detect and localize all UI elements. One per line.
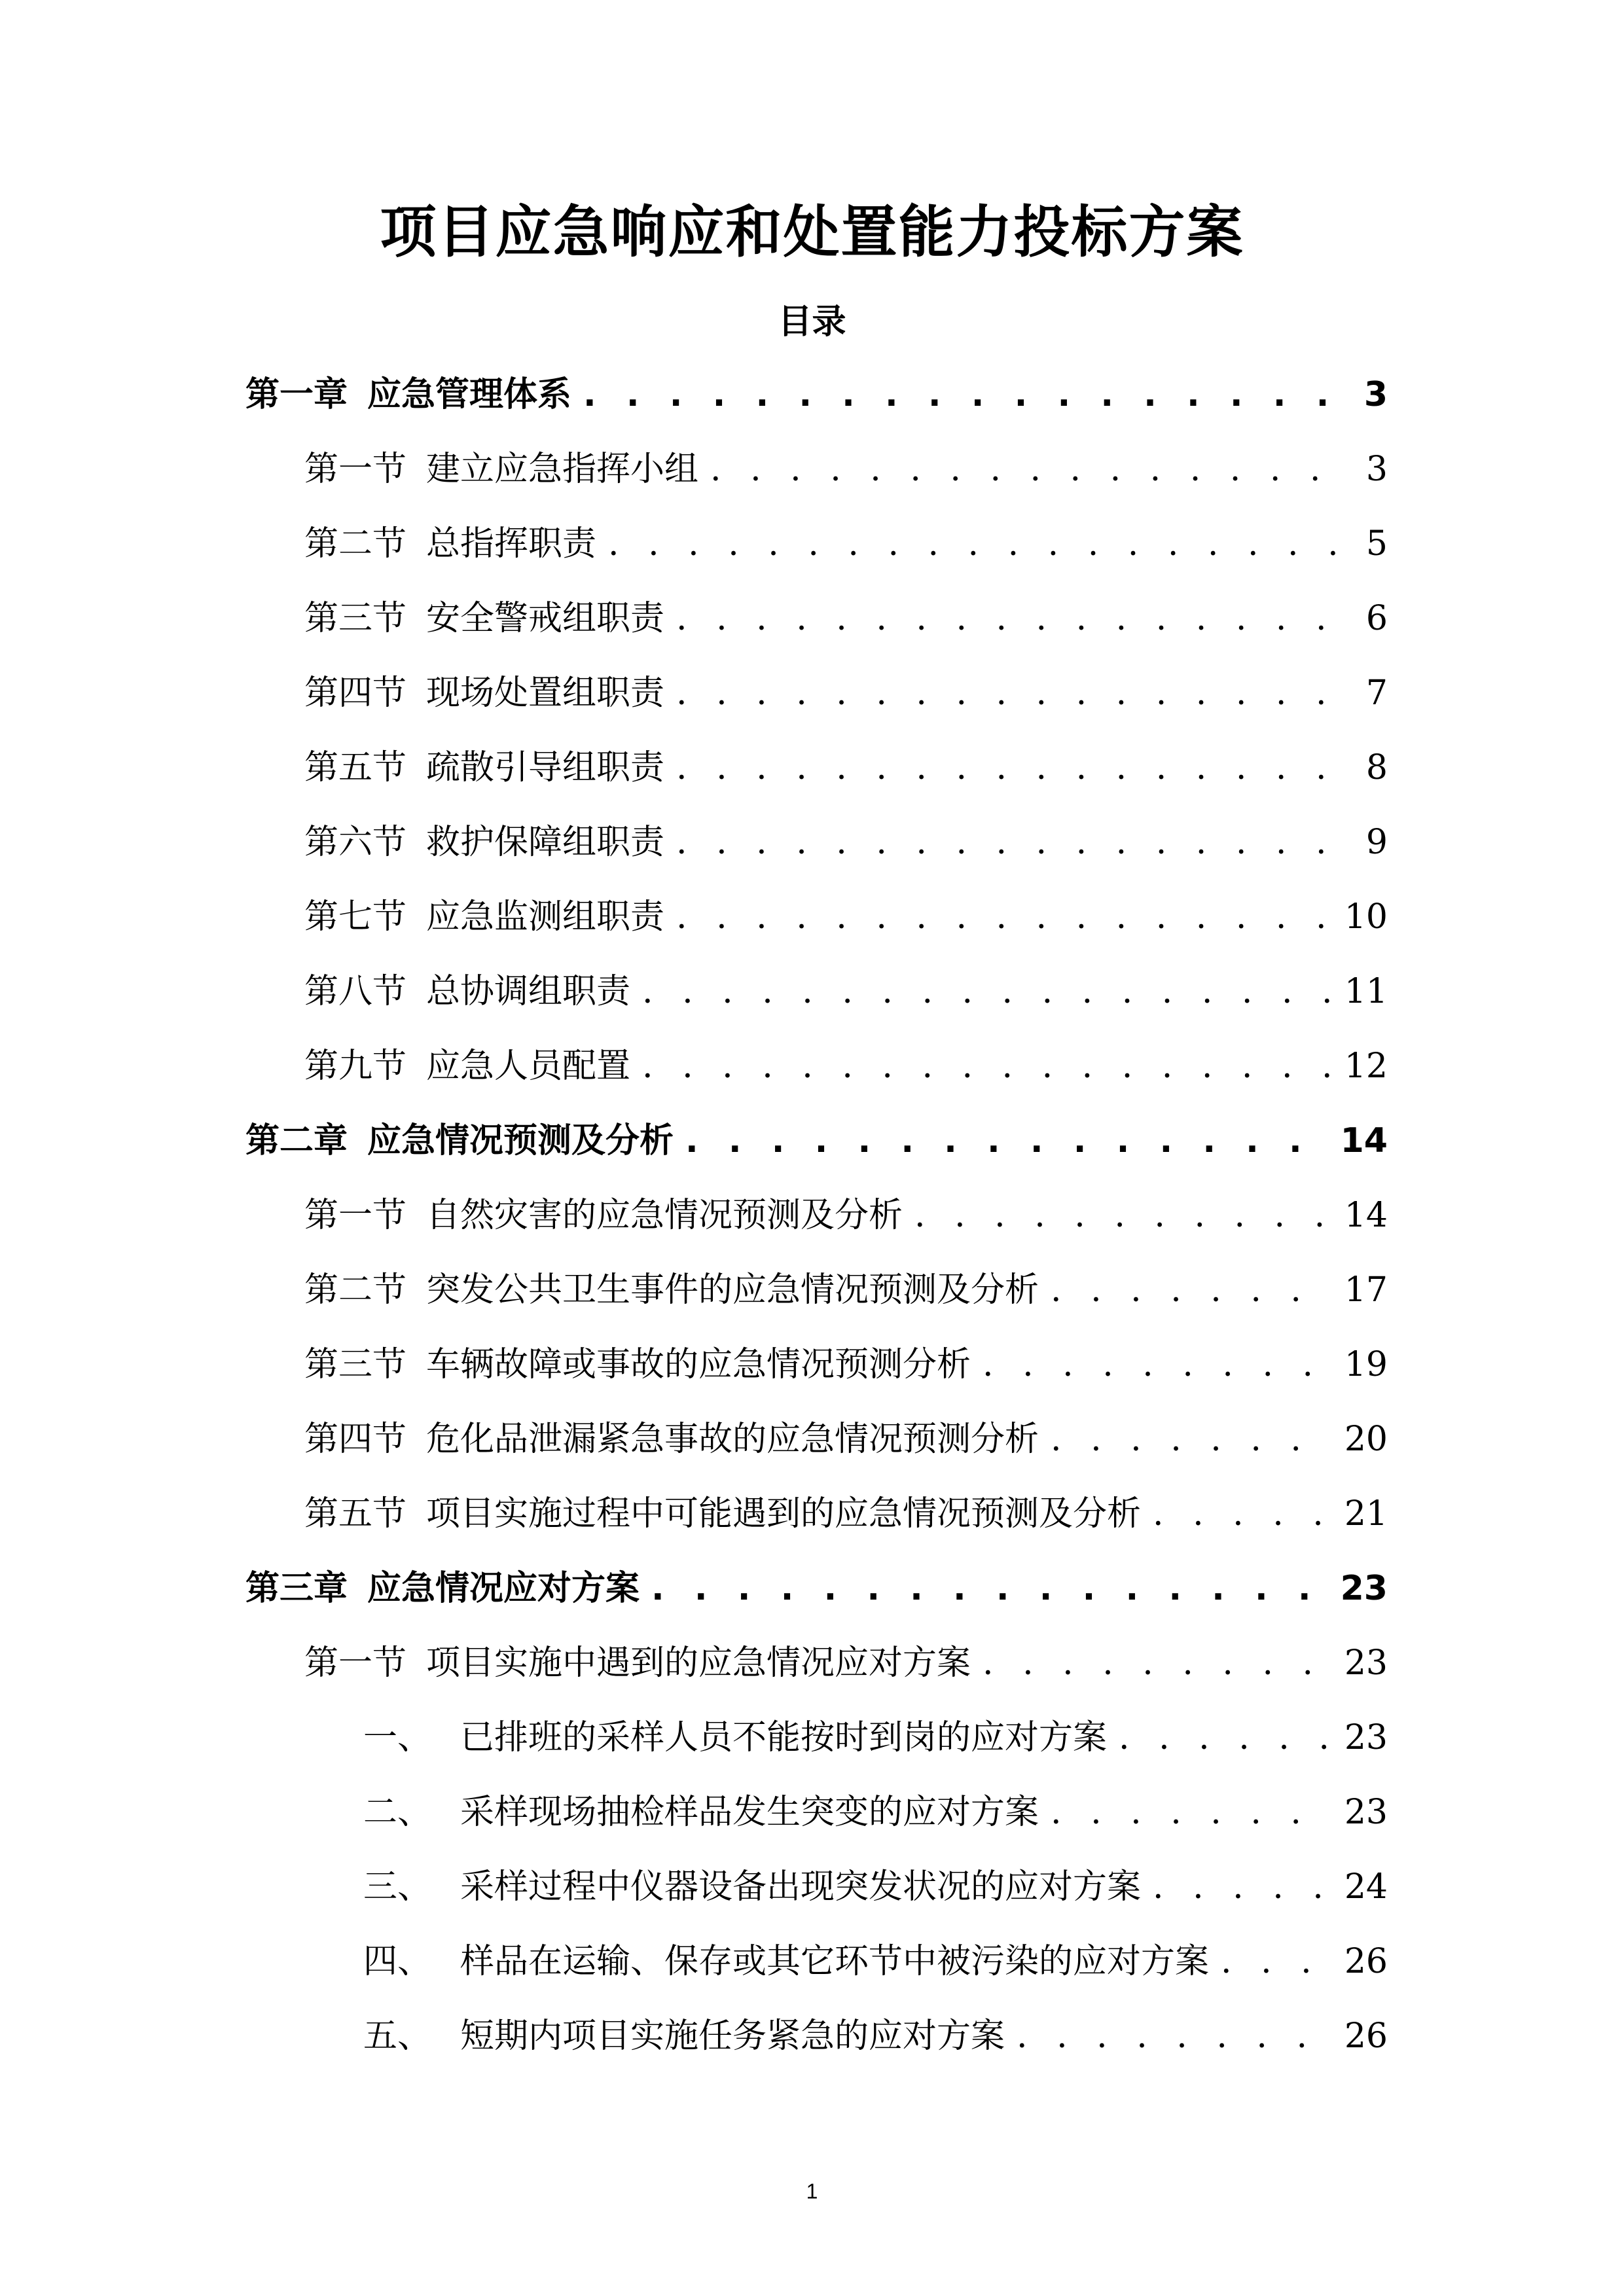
toc-entry-page: 11 — [1344, 972, 1388, 1011]
toc-entry-chapter[interactable] — [245, 365, 1388, 440]
toc-entry-label — [304, 1484, 1141, 1543]
toc-entry-section[interactable] — [245, 664, 1388, 738]
toc-entry-text: 现场处置组职责 — [426, 673, 665, 713]
toc-entry-number: 第二节 — [304, 524, 407, 564]
page-number: 1 — [806, 2179, 818, 2203]
toc-leader-dots — [642, 962, 1333, 1021]
toc-leader-dots — [1017, 2007, 1333, 2066]
toc-entry-text: 建立应急指挥小组 — [426, 450, 699, 489]
toc-entry-label — [304, 1186, 903, 1245]
toc-entry-label — [304, 738, 664, 797]
toc-entry-section[interactable] — [245, 813, 1388, 888]
toc-heading: 目录 — [778, 302, 846, 342]
toc-leader-dots — [583, 365, 1337, 424]
toc-entry-page: 5 — [1365, 524, 1388, 564]
toc-entry-text: 应急监测组职责 — [426, 897, 665, 937]
toc-entry-label — [363, 2007, 1005, 2066]
toc-leader-dots — [676, 738, 1337, 797]
toc-entry-number: 第九节 — [304, 1047, 407, 1086]
toc-entry-text: 应急管理体系 — [367, 375, 572, 414]
toc-leader-dots — [608, 514, 1337, 573]
toc-entry-text: 危化品泄漏紧急事故的应急情况预测分析 — [426, 1420, 1039, 1459]
toc-entry-number: 第四节 — [304, 1420, 407, 1459]
toc-entry-item[interactable] — [245, 1708, 1388, 1783]
toc-entry-page: 8 — [1365, 748, 1388, 787]
toc-entry-page: 23 — [1344, 1793, 1388, 1832]
toc-entry-section[interactable] — [245, 738, 1388, 813]
toc-entry-section[interactable] — [245, 1634, 1388, 1708]
toc-leader-dots — [710, 440, 1337, 499]
toc-entry-label — [304, 440, 698, 499]
toc-entry-label — [363, 1857, 1141, 1916]
toc-entry-number: 第八节 — [304, 972, 407, 1011]
toc-leader-dots — [676, 664, 1337, 723]
toc-entry-page: 26 — [1344, 2017, 1388, 2056]
toc-entry-page: 20 — [1344, 1420, 1388, 1459]
toc-entry-label — [304, 664, 664, 723]
toc-entry-text: 自然灾害的应急情况预测及分析 — [426, 1196, 903, 1235]
toc-entry-text: 总协调组职责 — [426, 972, 631, 1011]
toc-entry-text: 采样现场抽检样品发生突变的应对方案 — [460, 1793, 1039, 1832]
toc-leader-dots — [983, 1634, 1333, 1693]
toc-entry-text: 应急人员配置 — [426, 1047, 631, 1086]
toc-entry-number: 第三节 — [304, 599, 407, 638]
toc-leader-dots — [1153, 1857, 1333, 1916]
toc-entry-number: 第一节 — [304, 1196, 407, 1235]
toc-entry-text: 疏散引导组职责 — [426, 748, 665, 787]
toc-entry-page: 23 — [1344, 1718, 1388, 1757]
toc-entry-number: 四、 — [363, 1942, 432, 1981]
toc-entry-number: 第五节 — [304, 748, 407, 787]
toc-entry-label — [304, 1634, 971, 1693]
toc-entry-text: 安全警戒组职责 — [426, 599, 665, 638]
toc-entry-text: 突发公共卫生事件的应急情况预测及分析 — [426, 1270, 1039, 1310]
toc-entry-number: 第七节 — [304, 897, 407, 937]
toc-entry-text: 已排班的采样人员不能按时到岗的应对方案 — [460, 1718, 1108, 1757]
toc-entry-text: 救护保障组职责 — [426, 823, 665, 862]
toc-entry-section[interactable] — [245, 1037, 1388, 1111]
toc-entry-number: 二、 — [363, 1793, 432, 1832]
toc-entry-number: 一、 — [363, 1718, 432, 1757]
toc-entry-label — [304, 589, 664, 648]
toc-entry-number: 第五节 — [304, 1494, 407, 1534]
toc-leader-dots — [1051, 1261, 1333, 1319]
toc-entry-label — [363, 1783, 1039, 1842]
toc-entry-section[interactable] — [245, 1335, 1388, 1410]
toc-entry-label — [304, 1261, 1039, 1319]
toc-leader-dots — [676, 589, 1337, 648]
toc-entry-page: 9 — [1365, 823, 1388, 862]
toc-entry-text: 样品在运输、保存或其它环节中被污染的应对方案 — [460, 1942, 1210, 1981]
toc-entry-page: 24 — [1344, 1867, 1388, 1907]
toc-entry-label — [304, 1335, 971, 1394]
toc-entry-number: 第一节 — [304, 1643, 407, 1683]
toc-entry-label — [304, 888, 664, 946]
toc-entry-text: 项目实施中遇到的应急情况应对方案 — [426, 1643, 971, 1683]
toc-entry-chapter[interactable] — [245, 1111, 1388, 1186]
toc-entry-page: 23 — [1344, 1643, 1388, 1683]
toc-entry-text: 总指挥职责 — [426, 524, 597, 564]
toc-entry-section[interactable] — [245, 440, 1388, 514]
toc-entry-item[interactable] — [245, 1783, 1388, 1857]
toc-entry-number: 五、 — [363, 2017, 432, 2056]
toc-entry-number: 第一章 — [245, 375, 348, 414]
toc-entry-label — [363, 1708, 1107, 1767]
toc-entry-label — [245, 1559, 640, 1618]
toc-entry-page: 6 — [1365, 599, 1388, 638]
toc-leader-dots — [914, 1186, 1333, 1245]
toc-entry-label — [304, 962, 630, 1021]
table-of-contents — [245, 365, 1388, 2081]
toc-entry-number: 三、 — [363, 1867, 432, 1907]
toc-leader-dots — [676, 813, 1337, 872]
toc-leader-dots — [685, 1111, 1329, 1170]
toc-entry-text: 应急情况预测及分析 — [367, 1121, 674, 1160]
toc-leader-dots — [1051, 1410, 1333, 1469]
toc-entry-number: 第四节 — [304, 673, 407, 713]
toc-entry-page: 3 — [1365, 450, 1388, 489]
toc-entry-section[interactable] — [245, 1410, 1388, 1484]
toc-entry-page: 17 — [1344, 1270, 1388, 1310]
toc-entry-text: 项目实施过程中可能遇到的应急情况预测及分析 — [426, 1494, 1142, 1534]
toc-entry-text: 短期内项目实施任务紧急的应对方案 — [460, 2017, 1005, 2056]
toc-entry-section[interactable] — [245, 1261, 1388, 1335]
toc-entry-number: 第一节 — [304, 450, 407, 489]
toc-entry-section[interactable] — [245, 1484, 1388, 1559]
toc-entry-page: 21 — [1344, 1494, 1388, 1534]
toc-leader-dots — [1119, 1708, 1333, 1767]
toc-entry-item[interactable] — [245, 1857, 1388, 1932]
toc-leader-dots — [1153, 1484, 1333, 1543]
toc-entry-text: 车辆故障或事故的应急情况预测分析 — [426, 1345, 971, 1384]
toc-entry-item[interactable] — [245, 1932, 1388, 2007]
document-title: 项目应急响应和处置能力投标方案 — [380, 200, 1244, 265]
toc-entry-page: 10 — [1344, 897, 1388, 937]
toc-entry-number: 第二节 — [304, 1270, 407, 1310]
toc-leader-dots — [983, 1335, 1333, 1394]
toc-entry-label — [245, 1111, 674, 1170]
toc-entry-page: 19 — [1344, 1345, 1388, 1384]
toc-entry-label — [304, 1410, 1039, 1469]
toc-entry-label — [304, 1037, 630, 1096]
toc-leader-dots — [676, 888, 1333, 946]
toc-entry-label — [304, 813, 664, 872]
toc-leader-dots — [1221, 1932, 1333, 1991]
toc-entry-section[interactable] — [245, 514, 1388, 589]
toc-entry-label — [363, 1932, 1209, 1991]
toc-entry-label — [304, 514, 596, 573]
toc-leader-dots — [642, 1037, 1333, 1096]
toc-entry-number: 第三章 — [245, 1569, 348, 1608]
toc-entry-page: 7 — [1365, 673, 1388, 713]
toc-entry-section[interactable] — [245, 1186, 1388, 1261]
toc-entry-text: 采样过程中仪器设备出现突发状况的应对方案 — [460, 1867, 1142, 1907]
toc-entry-page: 12 — [1344, 1047, 1388, 1086]
toc-entry-page: 3 — [1363, 375, 1388, 414]
toc-entry-section[interactable] — [245, 589, 1388, 664]
toc-entry-page: 26 — [1344, 1942, 1388, 1981]
toc-entry-section[interactable] — [245, 888, 1388, 962]
toc-entry-section[interactable] — [245, 962, 1388, 1037]
toc-entry-page: 14 — [1340, 1121, 1388, 1160]
toc-entry-label — [245, 365, 571, 424]
toc-leader-dots — [1051, 1783, 1333, 1842]
toc-entry-item[interactable] — [245, 2007, 1388, 2081]
toc-entry-chapter[interactable] — [245, 1559, 1388, 1634]
toc-entry-number: 第二章 — [245, 1121, 348, 1160]
toc-entry-page: 23 — [1340, 1569, 1388, 1608]
toc-entry-page: 14 — [1344, 1196, 1388, 1235]
toc-leader-dots — [651, 1559, 1329, 1618]
toc-entry-text: 应急情况应对方案 — [367, 1569, 640, 1608]
toc-entry-number: 第三节 — [304, 1345, 407, 1384]
toc-entry-number: 第六节 — [304, 823, 407, 862]
